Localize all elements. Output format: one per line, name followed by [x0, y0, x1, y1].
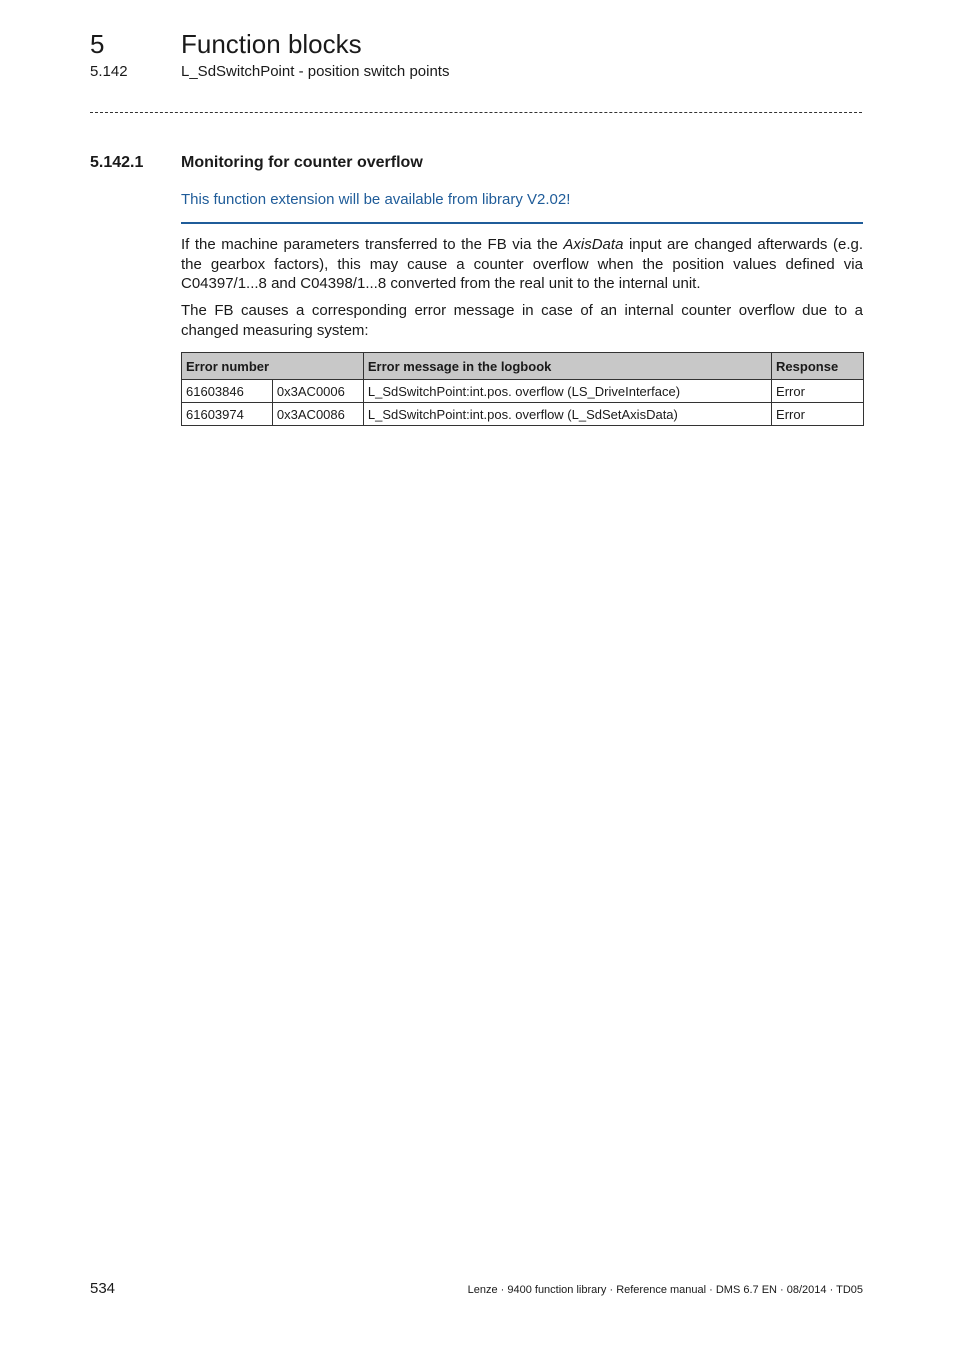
error-message: L_SdSwitchPoint:int.pos. overflow (L_SdSetAxisData) [363, 403, 771, 426]
page-number: 534 [90, 1280, 116, 1297]
paragraph-error-message: The FB causes a corresponding error message in case of an internal counter overflow due to a changed measuring system: [181, 302, 863, 339]
chapter-title: Function blocks [181, 29, 362, 59]
section-number: 5.142 [90, 63, 128, 80]
subsection-number: 5.142.1 [90, 154, 144, 171]
error-response: Error [772, 380, 864, 403]
note-divider [181, 222, 863, 224]
header-error-number: Error number [182, 353, 364, 380]
section-title: L_SdSwitchPoint - position switch points [181, 63, 450, 80]
error-number-hex: 0x3AC0006 [272, 380, 363, 403]
chapter-number: 5 [90, 29, 105, 59]
table-header-row [182, 353, 864, 380]
header-error-message: Error message in the logbook [363, 353, 771, 380]
error-message: L_SdSwitchPoint:int.pos. overflow (LS_DriveInterface) [363, 380, 771, 403]
error-response: Error [772, 403, 864, 426]
availability-note: This function extension will be available from library V2.02! [181, 191, 571, 208]
subsection-title: Monitoring for counter overflow [181, 154, 423, 171]
table-row [182, 380, 864, 403]
error-table [181, 352, 864, 426]
header-divider [90, 112, 862, 113]
table-row [182, 403, 864, 426]
paragraph-intro [181, 235, 863, 294]
error-number-dec: 61603846 [182, 380, 273, 403]
axisdata-term: AxisData [563, 236, 624, 253]
paragraph-intro-part-1: If the machine parameters transferred to the FB via the [181, 236, 564, 253]
error-number-dec: 61603974 [182, 403, 273, 426]
header-response: Response [772, 353, 864, 380]
paragraph-intro-part-2: input are changed afterwards (e.g. the gearbox factors), this may cause a counter overflow when the position values defined via C04397/1...8 and C04398/1...8 converted from the real unit to the internal unit. [181, 236, 863, 292]
error-number-hex: 0x3AC0086 [272, 403, 363, 426]
footer-text: Lenze · 9400 function library · Reference manual · DMS 6.7 EN · 08/2014 · TD05 [467, 1284, 863, 1296]
